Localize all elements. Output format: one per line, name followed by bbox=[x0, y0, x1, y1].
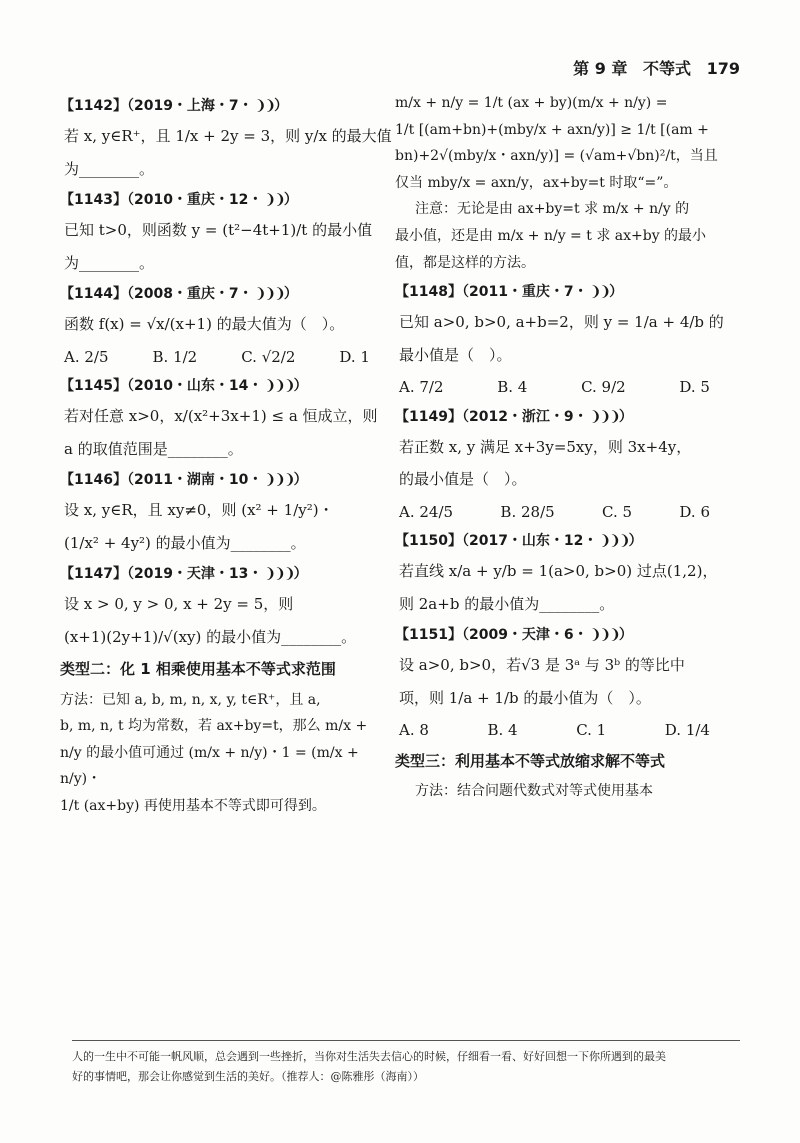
problem-1145 bbox=[60, 376, 390, 460]
problem-line: 最小值是（ ）。 bbox=[399, 345, 512, 364]
choice-c: C. 9/2 bbox=[581, 378, 626, 397]
type2-title: 类型二：化 1 相乘使用基本不等式求范围 bbox=[60, 660, 336, 678]
problem-header: 【1146】（2011・湖南・10・ ❩❩❩） bbox=[60, 472, 308, 488]
choice-d: D. 1 bbox=[339, 347, 370, 366]
note-line: 最小值，还是由 m/x + n/y = t 求 ax+by 的最小 bbox=[395, 227, 707, 244]
page-number: 179 bbox=[706, 59, 740, 78]
problem-1143 bbox=[60, 190, 390, 274]
chapter-label: 第 9 章 bbox=[573, 59, 628, 78]
problem-line: 设 x > 0, y > 0, x + 2y = 5，则 bbox=[64, 595, 294, 613]
derivation-line: bn)+2√(mby/x・axn/y)] = (√am+√bn)²/t，当且 bbox=[395, 148, 718, 165]
problem-1144 bbox=[60, 284, 390, 368]
problem-line: 设 x, y∈R，且 xy≠0，则 (x² + 1/y²)・ bbox=[64, 501, 334, 519]
problem-line: 项，则 1/a + 1/b 的最小值为（ ）。 bbox=[399, 688, 651, 707]
method-line: 方法：已知 a, b, m, n, x, y, t∈R⁺，且 a, bbox=[60, 691, 321, 708]
problem-line: (1/x² + 4y²) 的最小值为________。 bbox=[64, 533, 306, 552]
problem-header: 【1143】（2010・重庆・12・ ❩❩） bbox=[60, 192, 298, 208]
problem-header: 【1151】（2009・天津・6・ ❩❩❩） bbox=[395, 627, 633, 644]
problem-line: a 的取值范围是________。 bbox=[64, 439, 243, 458]
type3-method: 方法：结合问题代数式对等式使用基本 bbox=[415, 783, 653, 800]
problem-header: 【1150】（2017・山东・12・ ❩❩❩） bbox=[395, 533, 643, 550]
problem-1150 bbox=[395, 531, 730, 615]
problem-header: 【1144】（2008・重庆・7・ ❩❩❩） bbox=[60, 286, 298, 302]
left-column bbox=[60, 90, 390, 819]
problem-1149 bbox=[395, 407, 730, 524]
problem-line: 的最小值是（ ）。 bbox=[399, 470, 527, 489]
choices bbox=[399, 501, 730, 524]
choice-b: B. 4 bbox=[497, 378, 528, 397]
choice-c: C. 5 bbox=[602, 502, 633, 521]
note-line: 值，都是这样的方法。 bbox=[395, 254, 535, 271]
choice-a: A. 8 bbox=[399, 721, 429, 740]
problem-header: 【1147】（2019・天津・13・ ❩❩❩） bbox=[60, 566, 308, 582]
choices bbox=[399, 719, 730, 742]
method-line: n/y 的最小值可通过 (m/x + n/y)・1 = (m/x + n/y)・ bbox=[60, 744, 359, 788]
derivation-line: m/x + n/y = 1/t (ax + by)(m/x + n/y) = bbox=[395, 95, 668, 111]
footer-line: 人的一生中不可能一帆风顺，总会遇到一些挫折，当你对生活失去信心的时候，仔细看一看、好好回想一下你所遇到的最美 bbox=[72, 1050, 666, 1063]
footer-line: 好的事情吧，那会让你感觉到生活的美好。（推荐人：@陈雅彤（海南）） bbox=[72, 1069, 424, 1083]
problem-1148 bbox=[395, 282, 730, 399]
problem-line: (x+1)(2y+1)/√(xy) 的最小值为________。 bbox=[64, 627, 357, 646]
problem-1151 bbox=[395, 625, 730, 742]
page-header bbox=[563, 56, 740, 79]
problem-line: 若 x, y∈R⁺，且 1/x + 2y = 3，则 y/x 的最大值 bbox=[64, 127, 392, 145]
problem-line: 设 a>0, b>0，若√3 是 3ᵃ 与 3ᵇ 的等比中 bbox=[399, 656, 685, 675]
right-column bbox=[395, 90, 730, 805]
problem-line: 若直线 x/a + y/b = 1(a>0, b>0) 过点(1,2)， bbox=[399, 562, 718, 581]
method-line: b, m, n, t 均为常数，若 ax+by=t，那么 m/x + bbox=[60, 718, 368, 735]
problem-line: 函数 f(x) = √x/(x+1) 的最大值为（ ）。 bbox=[64, 315, 345, 333]
choices bbox=[64, 346, 390, 369]
choice-a: A. 7/2 bbox=[399, 378, 444, 397]
footer-quote bbox=[72, 1040, 740, 1087]
method-line: 1/t (ax+by) 再使用基本不等式即可得到。 bbox=[60, 797, 326, 814]
problem-line: 若正数 x, y 满足 x+3y=5xy，则 3x+4y， bbox=[399, 437, 692, 456]
derivation-line: 仅当 mby/x = axn/y，ax+by=t 时取“=”。 bbox=[395, 174, 678, 191]
problem-header: 【1145】（2010・山东・14・ ❩❩❩） bbox=[60, 378, 308, 394]
problem-header: 【1149】（2012・浙江・9・ ❩❩❩） bbox=[395, 408, 633, 425]
derivation-line: 1/t [(am+bn)+(mby/x + axn/y)] ≥ 1/t [(am + bbox=[395, 121, 709, 138]
choice-c: C. √2/2 bbox=[241, 347, 296, 366]
problem-header: 【1142】（2019・上海・7・ ❩❩） bbox=[60, 98, 289, 114]
choice-b: B. 1/2 bbox=[152, 347, 198, 366]
problem-line: 为________。 bbox=[64, 159, 155, 178]
problem-line: 若对任意 x>0，x/(x²+3x+1) ≤ a 恒成立，则 bbox=[64, 407, 378, 425]
choice-b: B. 4 bbox=[487, 721, 518, 740]
choices bbox=[399, 376, 730, 399]
choice-d: D. 6 bbox=[679, 502, 710, 521]
choice-a: A. 2/5 bbox=[64, 347, 109, 366]
type2-method bbox=[60, 687, 390, 820]
choice-c: C. 1 bbox=[576, 721, 607, 740]
choice-d: D. 1/4 bbox=[664, 721, 710, 740]
choice-b: B. 28/5 bbox=[500, 502, 555, 521]
derivation bbox=[395, 90, 730, 276]
problem-line: 则 2a+b 的最小值为________。 bbox=[399, 594, 615, 613]
type3-title: 类型三：利用基本不等式放缩求解不等式 bbox=[395, 751, 666, 770]
problem-1146 bbox=[60, 470, 390, 554]
problem-line: 已知 t>0，则函数 y = (t²−4t+1)/t 的最小值 bbox=[64, 221, 373, 239]
problem-header: 【1148】（2011・重庆・7・ ❩❩） bbox=[395, 284, 624, 301]
chapter-title: 不等式 bbox=[643, 59, 692, 78]
choice-a: A. 24/5 bbox=[399, 502, 454, 521]
choice-d: D. 5 bbox=[679, 378, 710, 397]
problem-1147 bbox=[60, 564, 390, 648]
note-line: 注意：无论是由 ax+by=t 求 m/x + n/y 的 bbox=[415, 201, 690, 218]
problem-1142 bbox=[60, 96, 390, 180]
problem-line: 为________。 bbox=[64, 253, 155, 272]
problem-line: 已知 a>0, b>0, a+b=2，则 y = 1/a + 4/b 的 bbox=[399, 313, 724, 332]
